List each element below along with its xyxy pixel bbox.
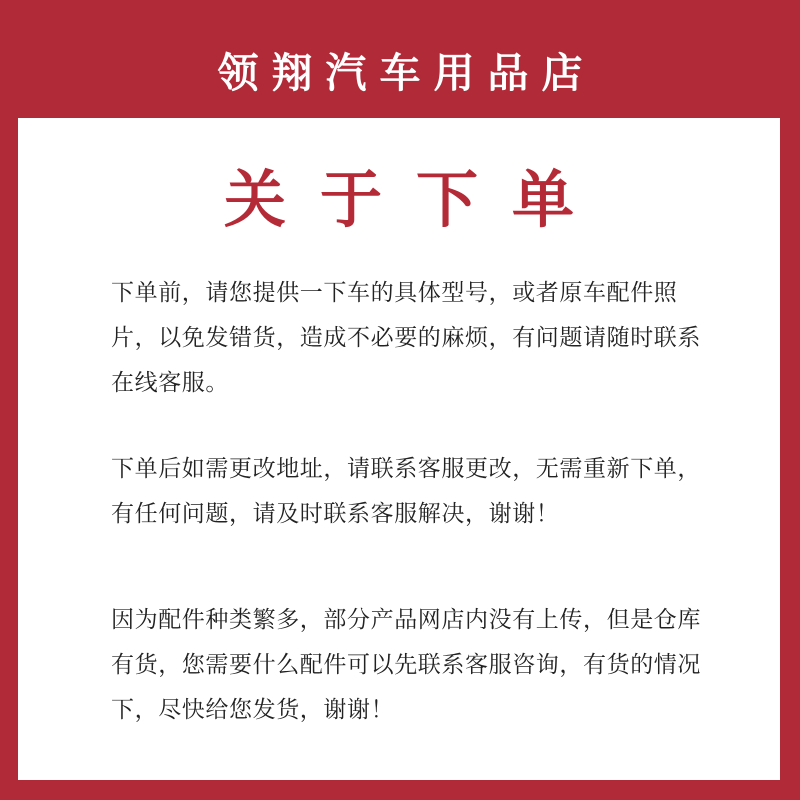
- store-name-heading: 领翔汽车用品店: [217, 49, 596, 97]
- notice-paragraph-before-order: 下单前，请您提供一下车的具体型号，或者原车配件照片，以免发错货，造成不必要的麻烦，有问题请随时联系在线客服。: [111, 280, 701, 396]
- notice-panel: [18, 118, 780, 780]
- notice-paragraph-stock-inquiry: 因为配件种类繁多，部分产品网店内没有上传，但是仓库有货，您需要什么配件可以先联系客服咨询，有货的情况下，尽快给您发货，谢谢！: [111, 607, 701, 723]
- notice-title: 关于下单: [223, 163, 608, 236]
- notice-paragraph-change-address: 下单后如需更改地址，请联系客服更改，无需重新下单，有任何问题，请及时联系客服解决，谢谢！: [111, 456, 701, 527]
